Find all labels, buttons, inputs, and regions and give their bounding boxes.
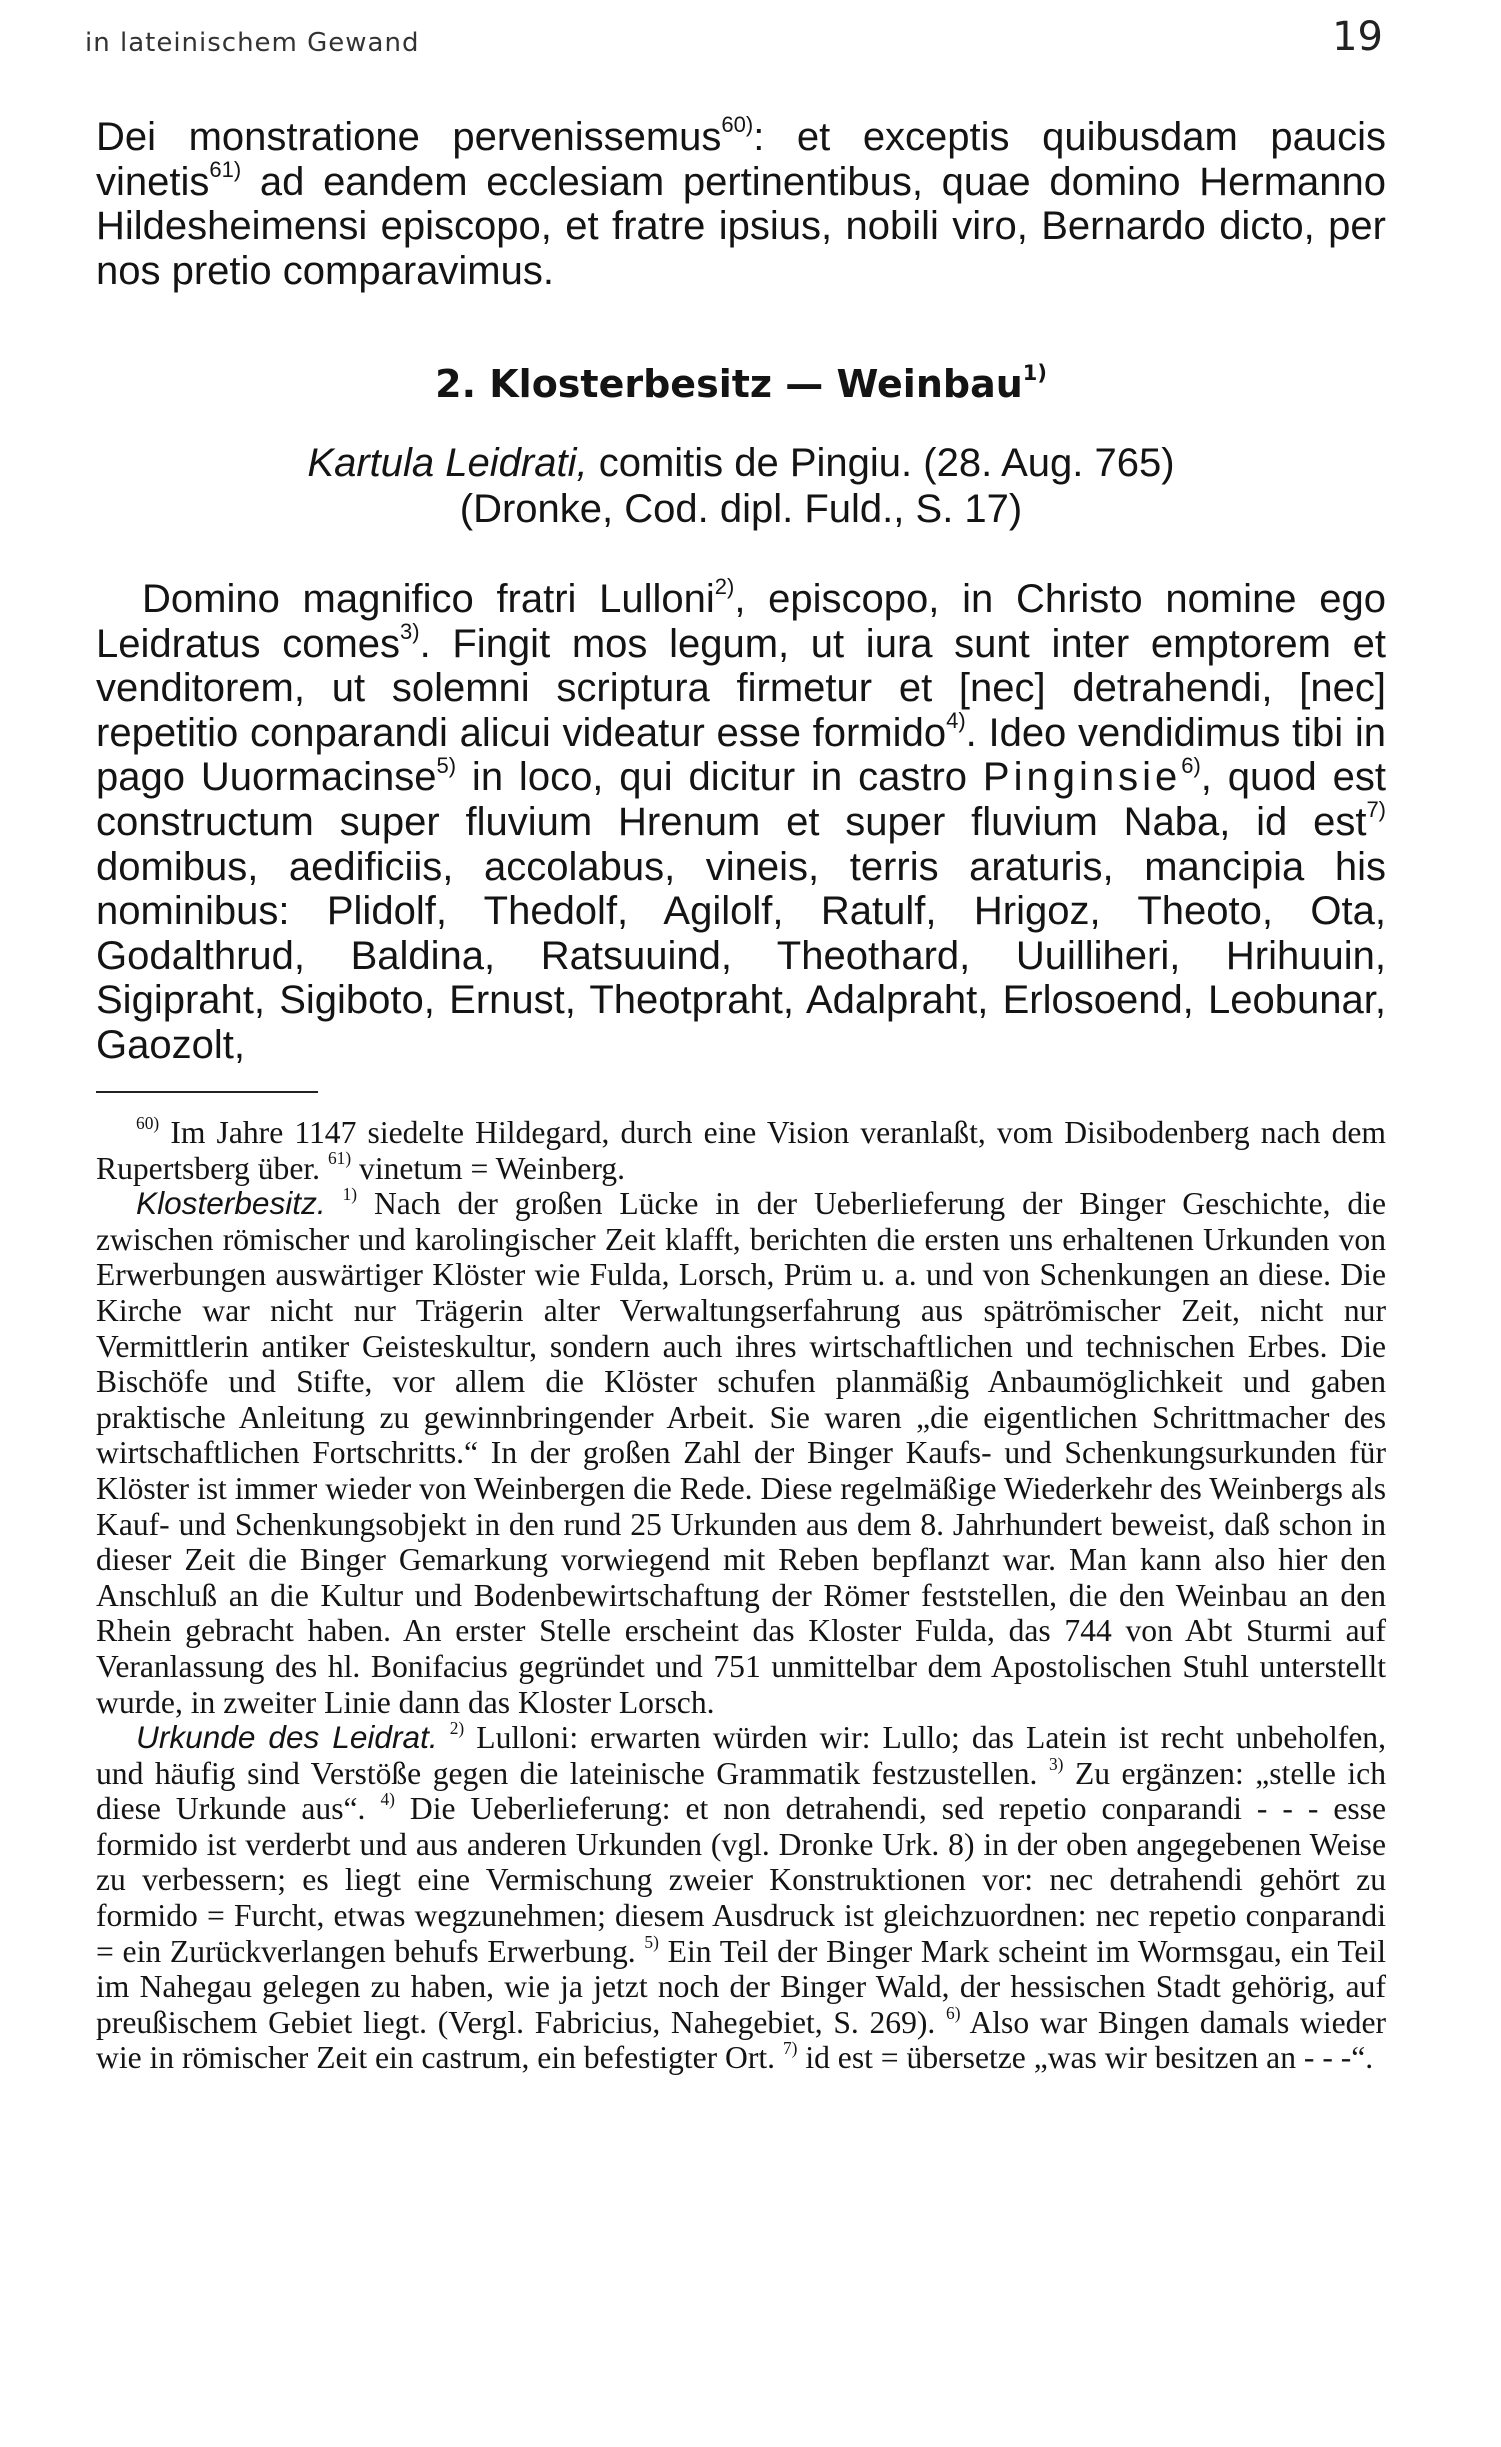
section-heading-text: 2. Klosterbesitz — Weinbau (435, 362, 1023, 406)
footnote-ref-1: 1) (1022, 361, 1047, 386)
footnote-ref-2: 2) (714, 574, 735, 600)
document-title-source: (Dronke, Cod. dipl. Fuld., S. 17) (459, 487, 1023, 531)
footnote-mark-2: 2) (449, 1718, 465, 1738)
text-run: , episcopo, in Christo nomine ego Leidratus comes (96, 577, 1386, 666)
footnote-ref-60: 60) (721, 112, 754, 138)
footnote-ref-5: 5) (436, 752, 457, 778)
footnote-ref-7: 7) (1366, 797, 1386, 823)
text-run: . Fingit mos legum, ut iura sunt inter emptorem et venditorem, ut solemni scriptura firmetur et [nec] detrahendi, [nec] repetitio conparandi alicui videatur esse formido (96, 621, 1386, 755)
charter-text (96, 574, 1386, 1068)
footnote-ref-6: 6) (1181, 752, 1201, 778)
text-run: . Ideo vendidimus tibi in pago Uuormacinse (96, 710, 1386, 800)
place-name-spaced: Pinginsie (982, 755, 1182, 800)
text-run: in loco, qui dicitur in castro (456, 755, 983, 800)
document-title-date: comitis de Pingiu. (28. Aug. 765) (587, 441, 1175, 485)
footnote-lemma: Urkunde des Leidrat. (136, 1719, 438, 1756)
running-head: in lateinischem Gewand (85, 28, 420, 58)
page-number: 19 (1332, 14, 1383, 60)
footnote-ref-61: 61) (209, 156, 242, 182)
main-text-continuation (96, 112, 1386, 293)
document-title (96, 440, 1386, 532)
footnote-mark-3: 3) (1048, 1754, 1064, 1774)
footnote-mark-61: 61) (327, 1149, 352, 1169)
footnote-urkunde (96, 1720, 1386, 2076)
footnote-text: id est = übersetze „was wir besitzen an - - -“. (797, 2040, 1374, 2076)
footnote-text: vinetum = Weinberg. (351, 1150, 625, 1186)
footnote-text: Die Ueberlieferung: et non detrahendi, sed repetio conparandi - - - esse formido ist verderbt und aus anderen Urkunden (vgl. Dronke Urk. 8) in der oben angegebenen Weise zu verbessern; es liegt eine Vermischung zweier Konstruktionen vor: nec detrahendi gehört zu formido = Furcht, etwas wegzunehmen; diesem Ausdruck ist gleichzuordnen: nec repetio conparandi = ein Zurückverlangen behufs Erwerbung. (96, 1791, 1387, 1969)
text-run: Dei monstratione pervenissemus (96, 115, 722, 159)
footnote-text: Ein Teil der Binger Mark scheint im Wormsgau, ein Teil im Nahegau gelegen zu haben, wie ja jetzt noch der Binger Wald, der hessischen Stadt gehörig, auf preußischem Gebiet liegt. (Vergl. Fabricius, Nahegebiet, S. 269). (96, 1933, 1387, 2040)
footnote-lemma: Klosterbesitz. (136, 1185, 326, 1222)
paragraph-continuation (96, 112, 1386, 293)
text-run: : et exceptis quibusdam paucis vinetis (96, 115, 1386, 204)
text-run: ad eandem ecclesiam pertinentibus, quae domino Hermanno Hildesheimensi episcopo, et fratre ipsius, nobili viro, Bernardo dicto, per nos pretio comparavimus. (96, 159, 1386, 293)
document-title-line-1 (96, 440, 1386, 486)
footnote-text: Nach der großen Lücke in der Ueberlieferung der Binger Geschichte, die zwischen römischer und karolingischer Zeit klafft, berichten die ersten uns erhaltenen Urkunden von Erwerbungen auswärtiger Klöster wie Fulda, Lorsch, Prüm u. a. und von Schenkungen an diese. Die Kirche war nicht nur Trägerin alter Verwaltungserfahrung aus spätrömischer Zeit, nicht nur Vermittlerin antiker Geisteskultur, sondern auch ihres wirtschaftlichen und technischen Erbes. Die Bischöfe und Stifte, vor allem die Klöster schufen planmäßig Anbaumöglichkeit und gaben praktische Anleitung zu gewinnbringender Arbeit. Sie waren „die eigentlichen Schrittmacher des wirtschaftlichen Fortschritts.“ In der großen Zahl der Binger Kaufs- und Schenkungsurkunden für Klöster ist immer wieder von Weinbergen die Rede. Diese regelmäßige Wiederkehr des Weinbergs als Kauf- und Schenkungsobjekt in den rund 25 Urkunden aus dem 8. Jahrhundert beweist, daß schon in dieser Zeit die Binger Gemarkung vorwiegend mit Reben bepflanzt war. Man kann also hier den Anschluß an die Kultur und Bodenbewirtschaftung der Römer feststellen, die den Weinbau an den Rhein gebracht haben. An erster Stelle erscheint das Kloster Fulda, das 744 von Abt Sturmi auf Veranlassung des hl. Bonifacius gegründet und 751 unmittelbar dem Apostolischen Stuhl unterstellt wurde, in zweiter Linie dann das Kloster Lorsch. (96, 1186, 1387, 1720)
footnote-klosterbesitz (96, 1186, 1386, 1720)
text-run: Domino magnifico fratri Lulloni (142, 577, 715, 621)
text-run: domibus, aedificiis, accolabus, vineis, terris araturis, mancipia his nominibus: Plidolf, Thedolf, Agilolf, Ratulf, Hrigoz, Theoto, Ota, Godalthrud, Baldina, Ratsuuind, Theothard, Uuilliheri, Hrihuuin, Sigipraht, Sigiboto, Ernust, Theotpraht, Adalpraht, Erlosoend, Leobunar, Gaozolt, (96, 844, 1386, 1067)
footnote-rule (96, 1091, 318, 1093)
footnote-mark-6: 6) (946, 2003, 961, 2023)
footnote-mark-5: 5) (644, 1932, 659, 1952)
footnote-mark-7: 7) (782, 2039, 798, 2059)
footnote-mark-1: 1) (342, 1185, 358, 1205)
footnote-ref-3: 3) (400, 618, 420, 644)
document-title-italic: Kartula Leidrati, (307, 441, 588, 485)
footnote-text: Im Jahre 1147 siedelte Hildegard, durch eine Vision veranlaßt, vom Disibodenberg nach dem Rupertsberg über. (96, 1115, 1386, 1186)
footnote-text: Zu ergänzen: „stelle ich diese Urkunde aus“. (96, 1755, 1387, 1827)
charter-paragraph (96, 574, 1386, 1068)
footnote-mark-60: 60) (136, 1113, 160, 1133)
text-run: , quod est constructum super fluvium Hrenum et super fluvium Naba, id est (96, 755, 1386, 844)
footnote-text: Also war Bingen damals wieder wie in römischer Zeit ein castrum, ein befestigter Ort. (96, 2004, 1386, 2076)
footnote-text: Lulloni: erwarten würden wir: Lullo; das Latein ist recht unbeholfen, und häufig sind Verstöße gegen die lateinische Grammatik festzustellen. (96, 1720, 1386, 1791)
footnote-60-61 (96, 1115, 1386, 1186)
section-heading (96, 360, 1386, 408)
footnote-mark-4: 4) (380, 1790, 395, 1810)
footnotes (96, 1115, 1386, 2076)
footnote-ref-4: 4) (946, 708, 966, 734)
